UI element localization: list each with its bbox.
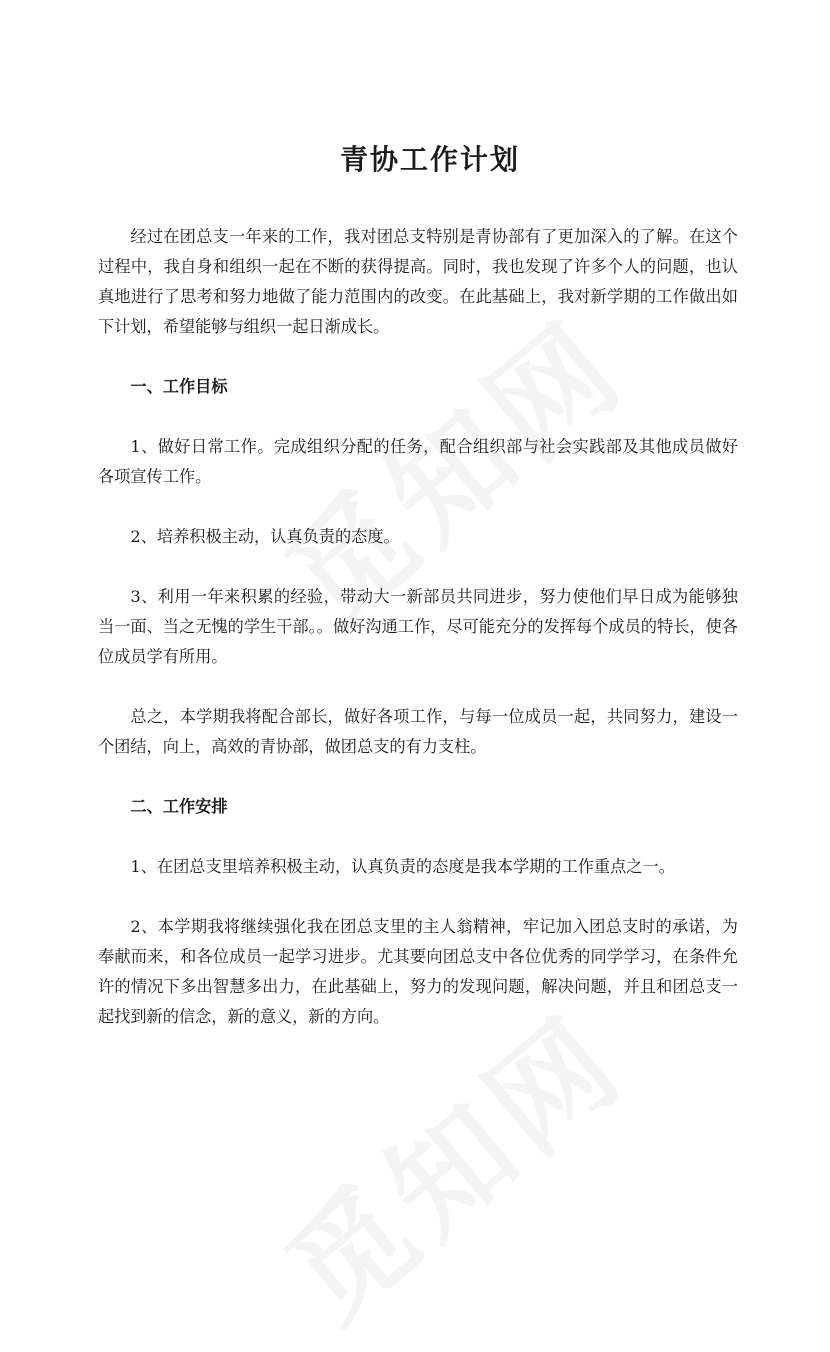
- arrangement-item-2: 2、本学期我将继续强化我在团总支里的主人翁精神，牢记加入团总支时的承诺，为奉献而来，和各位成员一起学习进步。尤其要向团总支中各位优秀的同学学习，在条件允许的情况下多出智慧多出力，在此基础上，努力的发现问题，解决问题，并且和团总支一起找到新的信念，新的意义，新的方向。: [98, 917, 738, 1026]
- section-heading-arrangements: 二、工作安排: [130, 797, 228, 816]
- arrangement-item-1: 1、在团总支里培养积极主动，认真负责的态度是我本学期的工作重点之一。: [130, 857, 675, 876]
- section-heading-goals: 一、工作目标: [130, 377, 228, 396]
- goal-item-2: 2、培养积极主动，认真负责的态度。: [130, 527, 400, 546]
- document-title: 青协工作计划: [339, 143, 520, 176]
- goal-item-1: 1、做好日常工作。完成组织分配的任务，配合组织部与社会实践部及其他成员做好各项宣传工作。: [98, 437, 738, 486]
- document-body: [98, 222, 738, 1032]
- goals-summary: 总之，本学期我将配合部长，做好各项工作，与每一位成员一起，共同努力，建设一个团结，向上，高效的青协部，做团总支的有力支柱。: [98, 707, 738, 756]
- intro-paragraph: 经过在团总支一年来的工作，我对团总支特别是青协部有了更加深入的了解。在这个过程中，我自身和组织一起在不断的获得提高。同时，我也发现了许多个人的问题，也认真地进行了思考和努力地做了能力范围内的改变。在此基础上，我对新学期的工作做出如下计划，希望能够与组织一起日渐成长。: [98, 227, 738, 336]
- goal-item-3: 3、利用一年来积累的经验，带动大一新部员共同进步，努力使他们早日成为能够独当一面、当之无愧的学生干部。。做好沟通工作，尽可能充分的发挥每个成员的特长，使各位成员学有所用。: [98, 587, 738, 666]
